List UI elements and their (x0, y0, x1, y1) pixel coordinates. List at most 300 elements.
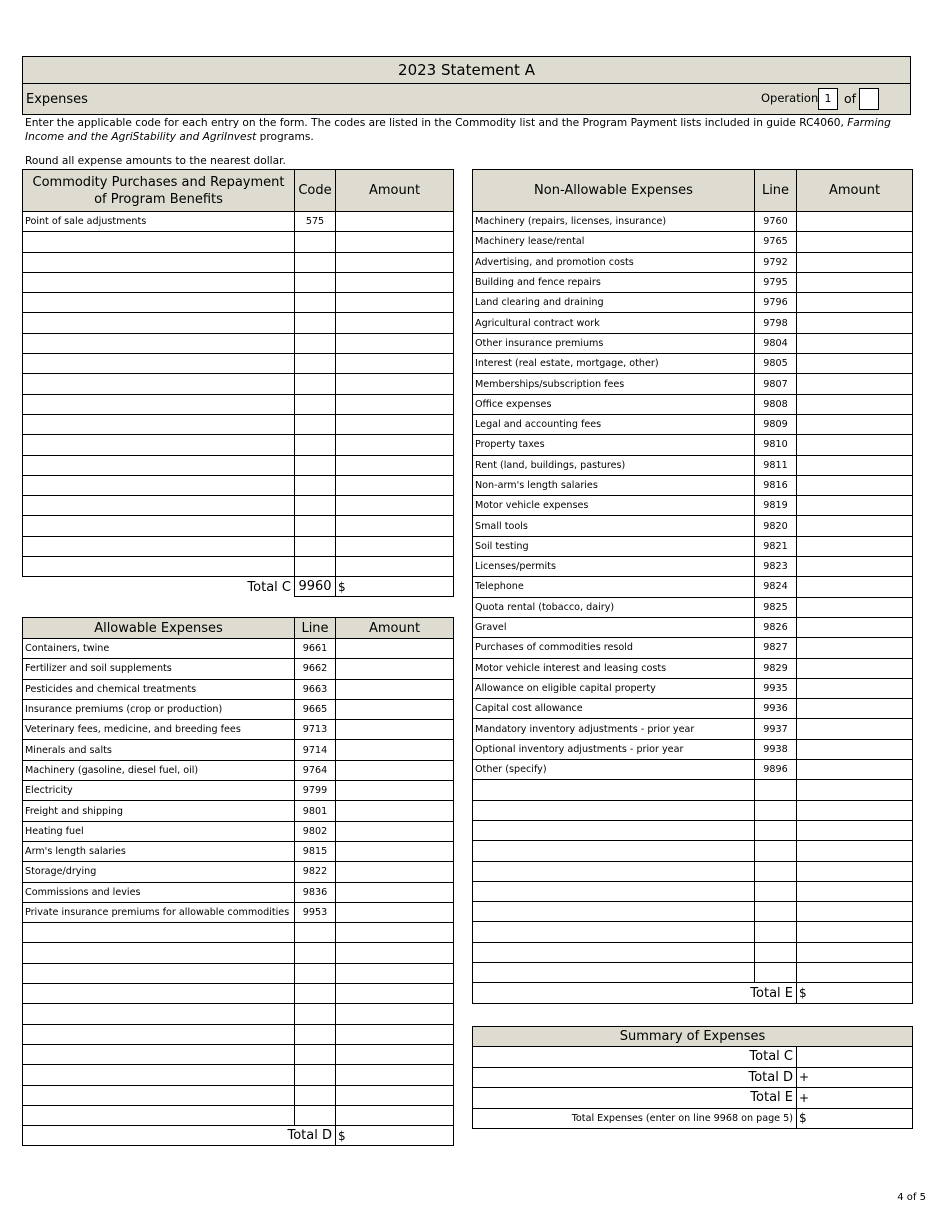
table-row (23, 455, 454, 475)
code-field[interactable] (295, 963, 336, 983)
code-field[interactable] (755, 780, 797, 800)
amount-field[interactable] (797, 455, 913, 475)
amount-field[interactable] (797, 678, 913, 698)
row-code: 9896 (755, 760, 797, 780)
row-label: Fertilizer and soil supplements (23, 659, 295, 679)
row-code: 9836 (295, 882, 336, 902)
row-code: 9805 (755, 354, 797, 374)
table-row (23, 720, 454, 740)
amount-field[interactable] (336, 841, 454, 861)
amount-field[interactable] (336, 354, 454, 374)
row-label: Allowance on eligible capital property (473, 678, 755, 698)
table-row (23, 984, 454, 1004)
amount-field[interactable] (797, 496, 913, 516)
amount-field[interactable] (797, 760, 913, 780)
table-row (473, 597, 913, 617)
total-c-label: Total C (23, 577, 295, 597)
amount-field[interactable] (336, 212, 454, 232)
table-row (473, 658, 913, 678)
description-field[interactable] (473, 881, 755, 901)
amount-field[interactable] (336, 639, 454, 659)
table-row (23, 374, 454, 394)
total-e-field[interactable]: $ (797, 983, 913, 1004)
amount-field[interactable] (336, 313, 454, 333)
row-code: 9824 (755, 577, 797, 597)
code-field[interactable] (295, 272, 336, 292)
table-row (23, 435, 454, 455)
amount-field[interactable] (797, 942, 913, 962)
amount-field[interactable] (797, 516, 913, 536)
allowable-header-line: Line (295, 618, 336, 639)
row-code: 9799 (295, 781, 336, 801)
amount-field[interactable] (797, 536, 913, 556)
code-field[interactable] (295, 1044, 336, 1064)
row-label: Storage/drying (23, 862, 295, 882)
description-field[interactable] (473, 800, 755, 820)
row-code: 9811 (755, 455, 797, 475)
description-field[interactable] (23, 293, 295, 313)
amount-field[interactable] (336, 781, 454, 801)
table-row (473, 455, 913, 475)
amount-field[interactable] (336, 821, 454, 841)
row-label: Machinery (repairs, licenses, insurance) (473, 212, 755, 232)
amount-field[interactable] (336, 374, 454, 394)
table-row (473, 496, 913, 516)
code-field[interactable] (295, 1065, 336, 1085)
row-label: Non-arm's length salaries (473, 475, 755, 495)
code-field[interactable] (295, 1004, 336, 1024)
operation-number-field[interactable]: 1 (818, 88, 838, 110)
row-code: 9826 (755, 617, 797, 637)
code-field[interactable] (755, 962, 797, 982)
nonallowable-header-amount: Amount (797, 170, 913, 212)
row-code: 9804 (755, 333, 797, 353)
row-label: Agricultural contract work (473, 313, 755, 333)
table-row (473, 252, 913, 272)
row-code: 9792 (755, 252, 797, 272)
code-field[interactable] (295, 313, 336, 333)
code-field[interactable] (295, 354, 336, 374)
description-field[interactable] (23, 1105, 295, 1125)
row-code: 9816 (755, 475, 797, 495)
code-field[interactable] (295, 475, 336, 495)
row-label: Veterinary fees, medicine, and breeding fees (23, 720, 295, 740)
row-code: 9829 (755, 658, 797, 678)
description-field[interactable] (23, 435, 295, 455)
row-label: Quota rental (tobacco, dairy) (473, 597, 755, 617)
amount-field[interactable] (336, 496, 454, 516)
table-row (473, 780, 913, 800)
amount-field[interactable] (797, 597, 913, 617)
row-code: 9714 (295, 740, 336, 760)
table-row (23, 801, 454, 821)
description-field[interactable] (473, 902, 755, 922)
table-row (473, 800, 913, 820)
amount-field[interactable] (797, 252, 913, 272)
table-row (473, 820, 913, 840)
row-label: Legal and accounting fees (473, 414, 755, 434)
code-field[interactable] (295, 394, 336, 414)
description-field[interactable] (23, 455, 295, 475)
row-code: 9809 (755, 414, 797, 434)
allowable-header-amount: Amount (336, 618, 454, 639)
code-field[interactable] (295, 1024, 336, 1044)
description-field[interactable] (473, 922, 755, 942)
table-row (473, 272, 913, 292)
code-field[interactable] (755, 861, 797, 881)
total-expenses-field[interactable]: $ (797, 1108, 913, 1129)
table-row (23, 1085, 454, 1105)
amount-field[interactable] (797, 232, 913, 252)
amount-field[interactable] (336, 943, 454, 963)
row-label: Office expenses (473, 394, 755, 414)
row-label: Capital cost allowance (473, 699, 755, 719)
table-row (473, 881, 913, 901)
table-row (473, 638, 913, 658)
amount-field[interactable] (797, 212, 913, 232)
table-row (23, 760, 454, 780)
amount-field[interactable] (797, 638, 913, 658)
table-row (23, 963, 454, 983)
allowable-expenses-table (22, 617, 454, 1146)
row-code: 9820 (755, 516, 797, 536)
description-field[interactable] (23, 475, 295, 495)
table-row (473, 841, 913, 861)
amount-field[interactable] (336, 435, 454, 455)
row-code: 9795 (755, 272, 797, 292)
description-field[interactable] (23, 354, 295, 374)
commodity-header-amount: Amount (336, 170, 454, 212)
amount-field[interactable] (797, 435, 913, 455)
table-row (23, 293, 454, 313)
amount-field[interactable] (336, 984, 454, 1004)
amount-field[interactable] (797, 800, 913, 820)
row-label: Heating fuel (23, 821, 295, 841)
code-field[interactable] (755, 902, 797, 922)
table-row (473, 414, 913, 434)
row-code: 9935 (755, 678, 797, 698)
amount-field[interactable] (797, 780, 913, 800)
total-d-field[interactable]: $ (336, 1126, 454, 1146)
row-code: 9937 (755, 719, 797, 739)
amount-field[interactable] (797, 719, 913, 739)
description-field[interactable] (23, 943, 295, 963)
nonallowable-header-label: Non-Allowable Expenses (473, 170, 755, 212)
row-code: 9764 (295, 760, 336, 780)
amount-field[interactable] (797, 394, 913, 414)
amount-field[interactable] (336, 536, 454, 556)
code-field[interactable] (295, 1105, 336, 1125)
nonallowable-header-line: Line (755, 170, 797, 212)
table-row (473, 394, 913, 414)
table-row (23, 414, 454, 434)
table-row (473, 354, 913, 374)
summary-total-c-field[interactable] (797, 1047, 913, 1068)
code-field[interactable] (295, 455, 336, 475)
amount-field[interactable] (336, 923, 454, 943)
table-row (23, 1004, 454, 1024)
row-code: 9808 (755, 394, 797, 414)
row-code: 9802 (295, 821, 336, 841)
amount-field[interactable] (336, 720, 454, 740)
amount-field[interactable] (336, 455, 454, 475)
amount-field[interactable] (336, 293, 454, 313)
code-field[interactable] (295, 1085, 336, 1105)
amount-field[interactable] (336, 414, 454, 434)
table-row (23, 862, 454, 882)
code-field[interactable] (755, 800, 797, 820)
description-field[interactable] (23, 963, 295, 983)
table-row (23, 475, 454, 495)
amount-field[interactable] (336, 475, 454, 495)
code-field[interactable] (295, 232, 336, 252)
code-field[interactable] (295, 293, 336, 313)
table-row (473, 699, 913, 719)
row-label: Containers, twine (23, 639, 295, 659)
row-label: Purchases of commodities resold (473, 638, 755, 658)
table-row (473, 293, 913, 313)
amount-field[interactable] (336, 882, 454, 902)
code-field[interactable] (295, 333, 336, 353)
description-field[interactable] (23, 1004, 295, 1024)
table-row (23, 333, 454, 353)
row-label: Arm's length salaries (23, 841, 295, 861)
amount-field[interactable] (797, 820, 913, 840)
amount-field[interactable] (797, 739, 913, 759)
description-field[interactable] (473, 820, 755, 840)
table-row (23, 699, 454, 719)
code-field[interactable] (755, 942, 797, 962)
total-d-label: Total D (23, 1126, 336, 1146)
row-code: 9822 (295, 862, 336, 882)
amount-field[interactable] (336, 679, 454, 699)
description-field[interactable] (23, 557, 295, 577)
amount-field[interactable] (797, 374, 913, 394)
description-field[interactable] (473, 942, 755, 962)
table-row (473, 577, 913, 597)
table-row (473, 557, 913, 577)
summary-total-d-field[interactable]: + (797, 1067, 913, 1088)
table-row (23, 394, 454, 414)
summary-total-e-field[interactable]: + (797, 1088, 913, 1109)
description-field[interactable] (23, 984, 295, 1004)
amount-field[interactable] (797, 861, 913, 881)
amount-field[interactable] (797, 333, 913, 353)
table-row (23, 232, 454, 252)
amount-field[interactable] (336, 1085, 454, 1105)
instructions: Enter the applicable code for each entry on the form. The codes are listed in the Commodity list and the Program Payment lists included in guide RC4060, Farming Income and the AgriStability and AgriInvest programs. (25, 117, 891, 143)
description-field[interactable] (23, 272, 295, 292)
amount-field[interactable] (336, 333, 454, 353)
amount-field[interactable] (336, 1065, 454, 1085)
statement-title: 2023 Statement A (22, 56, 911, 84)
description-field[interactable] (473, 861, 755, 881)
row-label: Other insurance premiums (473, 333, 755, 353)
code-field[interactable] (755, 820, 797, 840)
amount-field[interactable] (797, 962, 913, 982)
description-field[interactable] (23, 414, 295, 434)
amount-field[interactable] (336, 760, 454, 780)
row-code: 9821 (755, 536, 797, 556)
amount-field[interactable] (336, 1044, 454, 1064)
amount-field[interactable] (797, 699, 913, 719)
amount-field[interactable] (797, 617, 913, 637)
row-label: Soil testing (473, 536, 755, 556)
amount-field[interactable] (336, 394, 454, 414)
rounding-note: Round all expense amounts to the nearest dollar. (25, 155, 286, 167)
table-row (23, 639, 454, 659)
table-row (473, 617, 913, 637)
amount-field[interactable] (797, 902, 913, 922)
summary-row (473, 1108, 913, 1129)
row-label: Pesticides and chemical treatments (23, 679, 295, 699)
amount-field[interactable] (336, 252, 454, 272)
amount-field[interactable] (336, 659, 454, 679)
amount-field[interactable] (336, 740, 454, 760)
table-row (473, 333, 913, 353)
row-label: Telephone (473, 577, 755, 597)
amount-field[interactable] (336, 1004, 454, 1024)
description-field[interactable] (23, 374, 295, 394)
table-row (23, 272, 454, 292)
amount-field[interactable] (797, 414, 913, 434)
table-row (473, 902, 913, 922)
table-row (23, 943, 454, 963)
table-row (473, 861, 913, 881)
description-field[interactable] (23, 536, 295, 556)
row-label: Electricity (23, 781, 295, 801)
table-row (23, 821, 454, 841)
description-field[interactable] (23, 232, 295, 252)
row-label: Insurance premiums (crop or production) (23, 699, 295, 719)
code-field[interactable] (755, 922, 797, 942)
table-row (23, 659, 454, 679)
amount-field[interactable] (336, 516, 454, 536)
amount-field[interactable] (797, 577, 913, 597)
table-row (473, 739, 913, 759)
amount-field[interactable] (336, 902, 454, 922)
description-field[interactable] (23, 333, 295, 353)
description-field[interactable] (473, 841, 755, 861)
summary-total-c-label: Total C (473, 1047, 797, 1068)
table-row (23, 212, 454, 232)
code-field[interactable] (295, 923, 336, 943)
row-code: 9815 (295, 841, 336, 861)
row-label: Commissions and levies (23, 882, 295, 902)
table-row (23, 557, 454, 577)
code-field[interactable] (295, 252, 336, 272)
amount-field[interactable] (336, 1024, 454, 1044)
description-field[interactable] (23, 496, 295, 516)
description-field[interactable] (23, 516, 295, 536)
table-row (23, 354, 454, 374)
code-field[interactable] (295, 516, 336, 536)
table-row (473, 313, 913, 333)
total-expenses-label: Total Expenses (enter on line 9968 on page 5) (473, 1108, 797, 1129)
amount-field[interactable] (336, 272, 454, 292)
table-row (23, 536, 454, 556)
amount-field[interactable] (797, 313, 913, 333)
code-field[interactable] (755, 841, 797, 861)
amount-field[interactable] (797, 475, 913, 495)
table-row (23, 740, 454, 760)
amount-field[interactable] (797, 658, 913, 678)
amount-field[interactable] (797, 354, 913, 374)
commodity-header-label: Commodity Purchases and Repayment of Program Benefits (23, 170, 295, 212)
amount-field[interactable] (797, 881, 913, 901)
page-number: 4 of 5 (897, 1192, 926, 1203)
description-field[interactable] (473, 962, 755, 982)
amount-field[interactable] (336, 557, 454, 577)
table-row (473, 212, 913, 232)
row-code: 9665 (295, 699, 336, 719)
code-field[interactable] (295, 435, 336, 455)
row-code: 9938 (755, 739, 797, 759)
row-label: Property taxes (473, 435, 755, 455)
code-field[interactable] (295, 496, 336, 516)
code-field[interactable] (295, 414, 336, 434)
row-code: 9801 (295, 801, 336, 821)
code-field[interactable] (295, 536, 336, 556)
description-field[interactable] (23, 1085, 295, 1105)
table-row (473, 232, 913, 252)
section-header (22, 84, 911, 115)
amount-field[interactable] (336, 963, 454, 983)
code-field[interactable] (295, 374, 336, 394)
summary-row (473, 1088, 913, 1109)
code-field[interactable] (295, 557, 336, 577)
code-field[interactable] (295, 984, 336, 1004)
amount-field[interactable] (797, 922, 913, 942)
description-field[interactable] (23, 394, 295, 414)
code-field[interactable] (295, 943, 336, 963)
table-row (23, 1105, 454, 1125)
amount-field[interactable] (797, 557, 913, 577)
amount-field[interactable] (336, 801, 454, 821)
description-field[interactable] (23, 313, 295, 333)
description-field[interactable] (23, 1065, 295, 1085)
row-label: Freight and shipping (23, 801, 295, 821)
amount-field[interactable] (797, 293, 913, 313)
row-code: 9765 (755, 232, 797, 252)
description-field[interactable] (23, 1044, 295, 1064)
description-field[interactable] (23, 252, 295, 272)
amount-field[interactable] (336, 232, 454, 252)
row-code: 575 (295, 212, 336, 232)
description-field[interactable] (23, 1024, 295, 1044)
amount-field[interactable] (797, 841, 913, 861)
row-code: 9819 (755, 496, 797, 516)
amount-field[interactable] (336, 699, 454, 719)
amount-field[interactable] (336, 862, 454, 882)
summary-header: Summary of Expenses (473, 1027, 913, 1047)
row-code: 9936 (755, 699, 797, 719)
summary-of-expenses-table (472, 1026, 913, 1129)
description-field[interactable] (23, 923, 295, 943)
total-c-field[interactable]: $ (336, 577, 454, 597)
amount-field[interactable] (336, 1105, 454, 1125)
row-code: 9662 (295, 659, 336, 679)
table-row (23, 1065, 454, 1085)
amount-field[interactable] (797, 272, 913, 292)
commodity-header-code: Code (295, 170, 336, 212)
table-row (23, 313, 454, 333)
code-field[interactable] (755, 881, 797, 901)
summary-total-d-label: Total D (473, 1067, 797, 1088)
row-label: Memberships/subscription fees (473, 374, 755, 394)
operation-total-field[interactable] (859, 88, 879, 110)
description-field[interactable] (473, 780, 755, 800)
